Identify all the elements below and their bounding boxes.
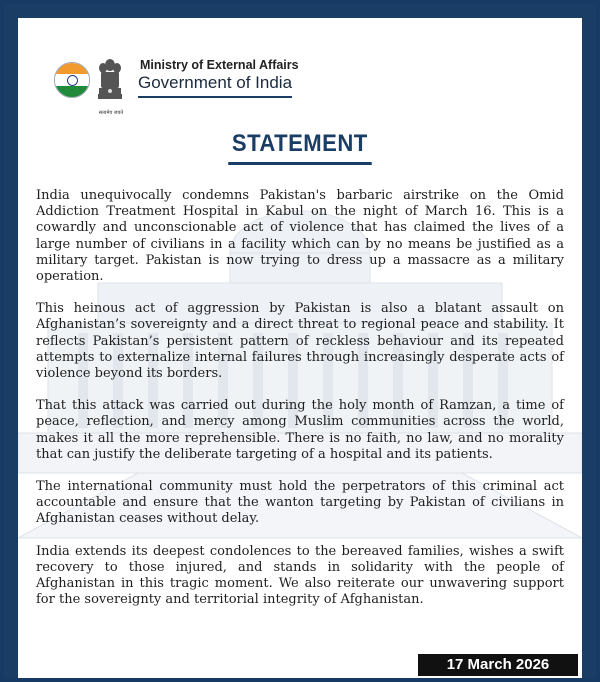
paragraph: India extends its deepest condolences to the bereaved families, wishes a swift recovery to those injured, and stands in solidarity with the people of Afghanistan in this tragic moment. We also reiterate our unwavering support for the sovereignty and territorial integrity of Afghanistan. <box>36 543 564 608</box>
paragraph: The international community must hold the perpetrators of this criminal act accountable and ensure that the wanton targeting by Pakistan of civilians in Afghanistan ceases without delay. <box>36 479 564 527</box>
india-flag-icon <box>54 62 90 98</box>
page-title: STATEMENT <box>228 130 371 165</box>
statement-card <box>18 18 582 678</box>
ministry-header <box>48 54 368 114</box>
paragraph: This heinous act of aggression by Pakistan is also a blatant assault on Afghanistan’s sovereignty and a direct threat to regional peace and stability. It reflects Pakistan’s persistent pattern of reckless behaviour and its repeated attempts to externalize internal failures through increasingly desperate acts of violence beyond its borders. <box>36 301 564 382</box>
state-emblem-icon <box>94 56 126 108</box>
date-badge: 17 March 2026 <box>418 654 578 676</box>
paragraph: India unequivocally condemns Pakistan's barbaric airstrike on the Omid Addiction Treatment Hospital in Kabul on the night of March 16. This is a cowardly and unconscionable act of violence that has claimed the lives of a large number of civilians in a facility which can by no means be justified as a military target. Pakistan is now trying to dress up a massacre as a military operation. <box>36 188 564 285</box>
ministry-name: Ministry of External Affairs <box>140 58 299 72</box>
title-container <box>18 130 582 165</box>
paragraph: That this attack was carried out during the holy month of Ramzan, a time of peace, reflection, and mercy among Muslim communities across the world, makes it all the more reprehensible. There is no faith, no law, and no morality that can justify the deliberate targeting of a hospital and its patients. <box>36 398 564 462</box>
statement-body <box>36 188 564 624</box>
government-name: Government of India <box>138 73 292 98</box>
emblem-motto-icon: सत्यमेव जयते <box>98 110 124 116</box>
